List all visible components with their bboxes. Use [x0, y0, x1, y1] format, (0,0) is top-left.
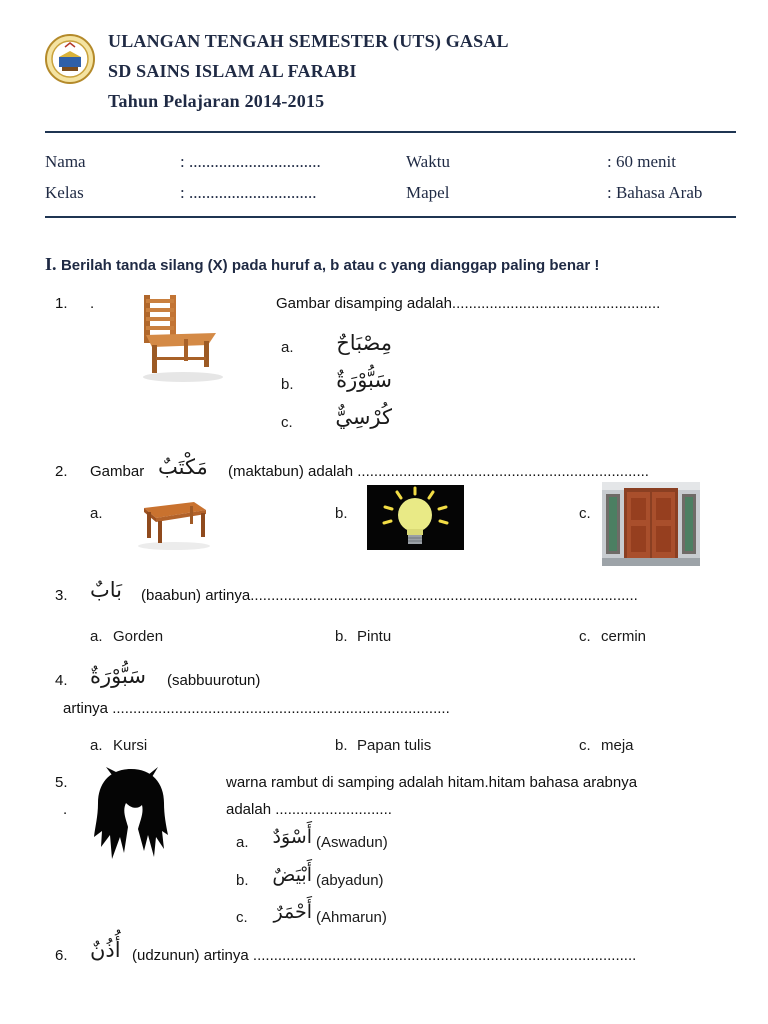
waktu-value: : 60 menit: [607, 152, 676, 171]
q5-question-line2: adalah ............................: [226, 801, 392, 818]
q1-number: 1.: [55, 295, 68, 312]
school-name: SD SAINS ISLAM AL FARABI: [108, 61, 357, 81]
q2-option-c-label[interactable]: c.: [579, 505, 591, 522]
section-number: I.: [45, 254, 57, 274]
q4-arabic-word: سَبُّوْرَةٌ: [90, 664, 146, 688]
q2-option-b-label[interactable]: b.: [335, 505, 348, 522]
q1-option-a[interactable]: مِصْبَاحٌ: [336, 331, 392, 355]
q5-option-b-label[interactable]: b.: [236, 872, 249, 889]
school-logo: [45, 33, 95, 85]
q2-option-b-image[interactable]: [367, 485, 464, 550]
nama-label: Nama: [45, 152, 86, 171]
q5-number: 5.: [55, 774, 68, 791]
q6-question: (udzunun) artinya ............................................................................................: [132, 947, 637, 964]
q4-option-a[interactable]: Kursi: [113, 737, 148, 754]
q2-option-a-label[interactable]: a.: [90, 505, 103, 522]
q5-option-a-latin[interactable]: (Aswadun): [316, 834, 388, 851]
q5-option-b-arabic[interactable]: أَبْيَضٌ: [272, 864, 312, 886]
q5-option-c-arabic[interactable]: أَحْمَرٌ: [273, 901, 312, 923]
header-divider-bottom: [45, 216, 736, 218]
q2-arabic-word: مَكْتَبٌ: [158, 455, 208, 479]
q3-question: (baabun) artinya.............................................................................................: [141, 587, 638, 604]
mapel-label: Mapel: [406, 183, 450, 202]
q5-option-a-label[interactable]: a.: [236, 834, 249, 851]
q5-dot: .: [63, 801, 68, 818]
q3-option-c[interactable]: cermin: [601, 628, 647, 645]
q1-image: [138, 293, 228, 383]
q1-option-b-label[interactable]: b.: [281, 376, 294, 393]
q2-option-c-image[interactable]: [602, 482, 700, 566]
waktu-label: Waktu: [406, 152, 450, 171]
q4-number: 4.: [55, 672, 68, 689]
q4-option-a-label[interactable]: a.: [90, 737, 103, 754]
q2-option-a-image[interactable]: [134, 490, 214, 552]
table-icon: [134, 490, 214, 552]
black-hair-icon: [92, 765, 170, 861]
q1-question: Gambar disamping adalah..................................................: [276, 295, 661, 312]
q1-dot: .: [90, 295, 95, 312]
q4-transliteration: (sabbuurotun): [167, 672, 261, 689]
q4-option-b[interactable]: Papan tulis: [357, 737, 432, 754]
q4-question-line2: artinya .................................................................................: [63, 700, 450, 717]
q3-arabic-word: بَابٌ: [90, 578, 123, 602]
q3-option-c-label[interactable]: c.: [579, 628, 591, 645]
q5-image: [92, 765, 170, 861]
q1-option-c[interactable]: كُرْسِيٌّ: [335, 405, 392, 429]
q6-number: 6.: [55, 947, 68, 964]
q2-text-before: Gambar: [90, 463, 145, 480]
door-icon: [602, 482, 700, 566]
q5-option-c-latin[interactable]: (Ahmarun): [316, 909, 387, 926]
q3-option-a[interactable]: Gorden: [113, 628, 164, 645]
q1-option-c-label[interactable]: c.: [281, 414, 293, 431]
q4-option-c[interactable]: meja: [601, 737, 634, 754]
kelas-label: Kelas: [45, 183, 84, 202]
academic-year: Tahun Pelajaran 2014-2015: [108, 91, 325, 111]
exam-title: ULANGAN TENGAH SEMESTER (UTS) GASAL: [108, 31, 509, 51]
header-divider-top: [45, 131, 736, 133]
kelas-field[interactable]: : ..............................: [180, 183, 317, 202]
q1-option-a-label[interactable]: a.: [281, 339, 294, 356]
q5-option-c-label[interactable]: c.: [236, 909, 248, 926]
section-instruction: [45, 254, 599, 275]
school-emblem-icon: [45, 33, 95, 85]
q5-option-b-latin[interactable]: (abyadun): [316, 872, 384, 889]
q5-question-line1: warna rambut di samping adalah hitam.hitam bahasa arabnya: [226, 774, 638, 791]
chair-icon: [138, 293, 228, 383]
q1-option-b[interactable]: سَبُّوْرَةٌ: [336, 368, 392, 392]
q3-number: 3.: [55, 587, 68, 604]
q2-number: 2.: [55, 463, 68, 480]
q4-option-b-label[interactable]: b.: [335, 737, 348, 754]
q5-option-a-arabic[interactable]: أَسْوَدٌ: [272, 826, 312, 848]
q2-text-after: (maktabun) adalah ......................................................................: [228, 463, 649, 480]
q4-option-c-label[interactable]: c.: [579, 737, 591, 754]
q3-option-a-label[interactable]: a.: [90, 628, 103, 645]
q6-arabic-word: أُذُنٌ: [90, 938, 121, 962]
section-text: Berilah tanda silang (X) pada huruf a, b atau c yang dianggap paling benar !: [60, 257, 600, 274]
q3-option-b[interactable]: Pintu: [357, 628, 392, 645]
mapel-value: : Bahasa Arab: [607, 183, 703, 202]
q3-option-b-label[interactable]: b.: [335, 628, 348, 645]
light-bulb-icon: [367, 485, 464, 550]
nama-field[interactable]: : ...............................: [180, 152, 321, 171]
